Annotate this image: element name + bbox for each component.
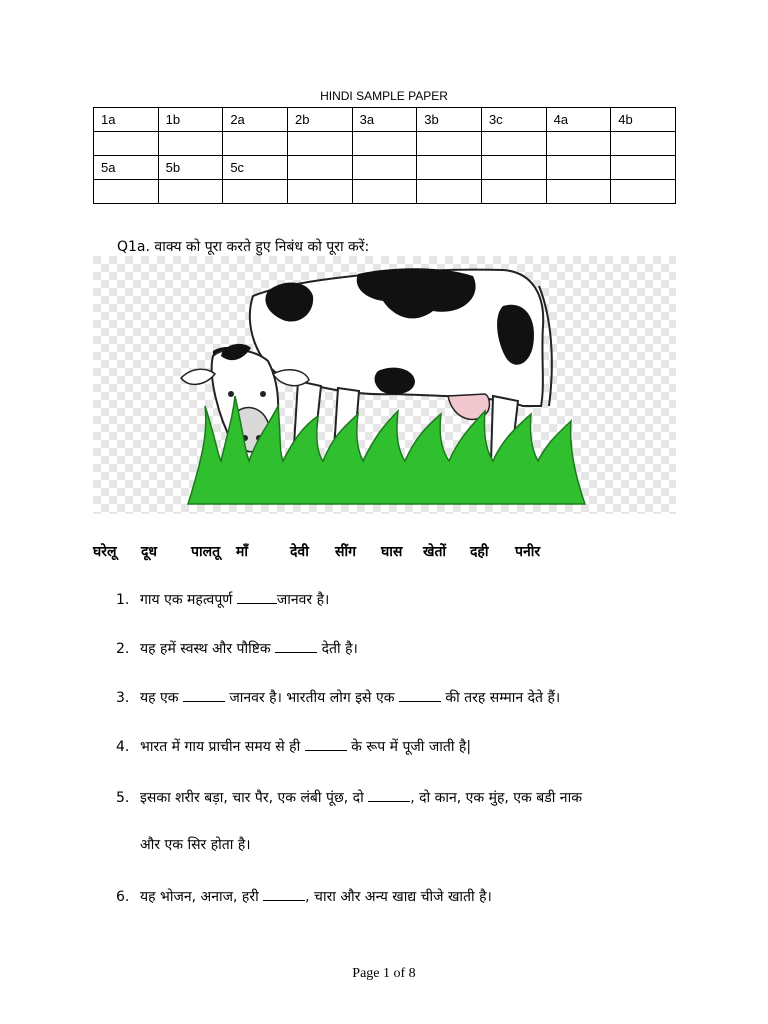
sentence-item	[116, 688, 560, 707]
sentence-item	[116, 737, 471, 756]
answer-blank[interactable]	[305, 738, 347, 751]
grid-cell	[611, 156, 676, 180]
word-bank-item: पनीर	[515, 544, 541, 560]
grid-cell	[417, 132, 482, 156]
grid-cell: 4a	[546, 108, 611, 132]
grid-cell	[158, 180, 223, 204]
word-bank-item: माँ	[236, 544, 248, 560]
word-bank-item: घरेलू	[93, 544, 117, 560]
word-bank-item: सींग	[335, 544, 356, 560]
sentence-number: 3.	[116, 690, 130, 706]
grid-cell	[94, 180, 159, 204]
grid-cell	[287, 156, 352, 180]
grid-cell	[481, 132, 546, 156]
cow-illustration	[93, 256, 676, 514]
sentence-text: यह भोजन, अनाज, हरी	[140, 889, 264, 905]
grid-cell: 2a	[223, 108, 288, 132]
grid-cell	[417, 180, 482, 204]
sentence-text: के रूप में पूजी जाती है|	[346, 739, 472, 755]
grid-cell	[546, 132, 611, 156]
grid-cell	[481, 156, 546, 180]
sentence-number: 6.	[116, 889, 130, 905]
sentence-item	[116, 590, 329, 609]
word-bank-item: दूध	[141, 544, 158, 560]
sentence-text: जानवर है। भारतीय लोग इसे एक	[224, 690, 399, 706]
grid-row	[94, 132, 676, 156]
grid-cell	[352, 156, 417, 180]
answer-blank[interactable]	[368, 789, 410, 802]
grid-cell	[287, 132, 352, 156]
sentence-continuation: और एक सिर होता है।	[140, 837, 251, 853]
answer-blank[interactable]	[183, 689, 225, 702]
grid-cell: 5a	[94, 156, 159, 180]
word-bank	[93, 542, 540, 561]
grid-cell	[611, 180, 676, 204]
sentence-item	[116, 788, 582, 807]
grid-cell	[481, 180, 546, 204]
grid-cell	[94, 132, 159, 156]
sentence-item	[116, 639, 358, 658]
grid-cell	[611, 132, 676, 156]
sentence-text: , चारा और अन्य खाद्य चीजे खाती है।	[305, 889, 492, 905]
grid-cell	[417, 156, 482, 180]
grid-cell	[546, 156, 611, 180]
sentence-number: 1.	[116, 592, 130, 608]
grid-cell	[546, 180, 611, 204]
grid-row	[94, 180, 676, 204]
word-bank-item: पालतू	[191, 544, 221, 560]
word-bank-item: खेतों	[423, 544, 447, 560]
grid-cell	[158, 132, 223, 156]
sentence-text: गाय एक महत्वपूर्ण	[140, 592, 237, 608]
grid-cell: 1b	[158, 108, 223, 132]
paper-title: HINDI SAMPLE PAPER	[320, 89, 448, 103]
grid-cell: 4b	[611, 108, 676, 132]
grid-cell: 3b	[417, 108, 482, 132]
grid-cell: 1a	[94, 108, 159, 132]
question-heading	[117, 237, 369, 256]
grid-cell: 3c	[481, 108, 546, 132]
answer-blank[interactable]	[263, 888, 305, 901]
page-number: Page 1 of 8	[352, 966, 416, 981]
grid-row	[94, 156, 676, 180]
grid-cell: 2b	[287, 108, 352, 132]
sentence-text: यह एक	[140, 690, 183, 706]
question-instruction: वाक्य को पूरा करते हुए निबंध को पूरा करें:	[154, 239, 370, 255]
sentence-text: भारत में गाय प्राचीन समय से ही	[140, 739, 305, 755]
sentence-text: इसका शरीर बड़ा, चार पैर, एक लंबी पूंछ, दो	[140, 790, 369, 806]
word-bank-item: घास	[381, 544, 403, 560]
grid-cell	[223, 180, 288, 204]
sentence-text: यह हमें स्वस्थ और पौष्टिक	[140, 641, 276, 657]
grid-cell: 5b	[158, 156, 223, 180]
answer-blank[interactable]	[399, 689, 441, 702]
word-bank-item: दही	[470, 544, 489, 560]
grid-cell	[352, 180, 417, 204]
sentence-text: देती है।	[317, 641, 358, 657]
sentence-number: 4.	[116, 739, 130, 755]
word-bank-item: देवी	[290, 544, 309, 560]
answer-blank[interactable]	[275, 640, 317, 653]
sentence-number: 5.	[116, 790, 130, 806]
grid-cell	[287, 180, 352, 204]
grid-cell: 3a	[352, 108, 417, 132]
question-label: Q1a.	[117, 239, 150, 255]
answer-grid	[93, 107, 676, 204]
grid-row	[94, 108, 676, 132]
sentence-number: 2.	[116, 641, 130, 657]
grid-cell	[352, 132, 417, 156]
grid-cell: 5c	[223, 156, 288, 180]
answer-blank[interactable]	[237, 591, 277, 604]
sentence-text: जानवर है।	[276, 592, 330, 608]
sentence-text: , दो कान, एक मुंह, एक बडी नाक	[410, 790, 582, 806]
sentence-text: की तरह सम्मान देते हैं।	[440, 690, 561, 706]
sentence-item	[116, 887, 492, 906]
grid-cell	[223, 132, 288, 156]
